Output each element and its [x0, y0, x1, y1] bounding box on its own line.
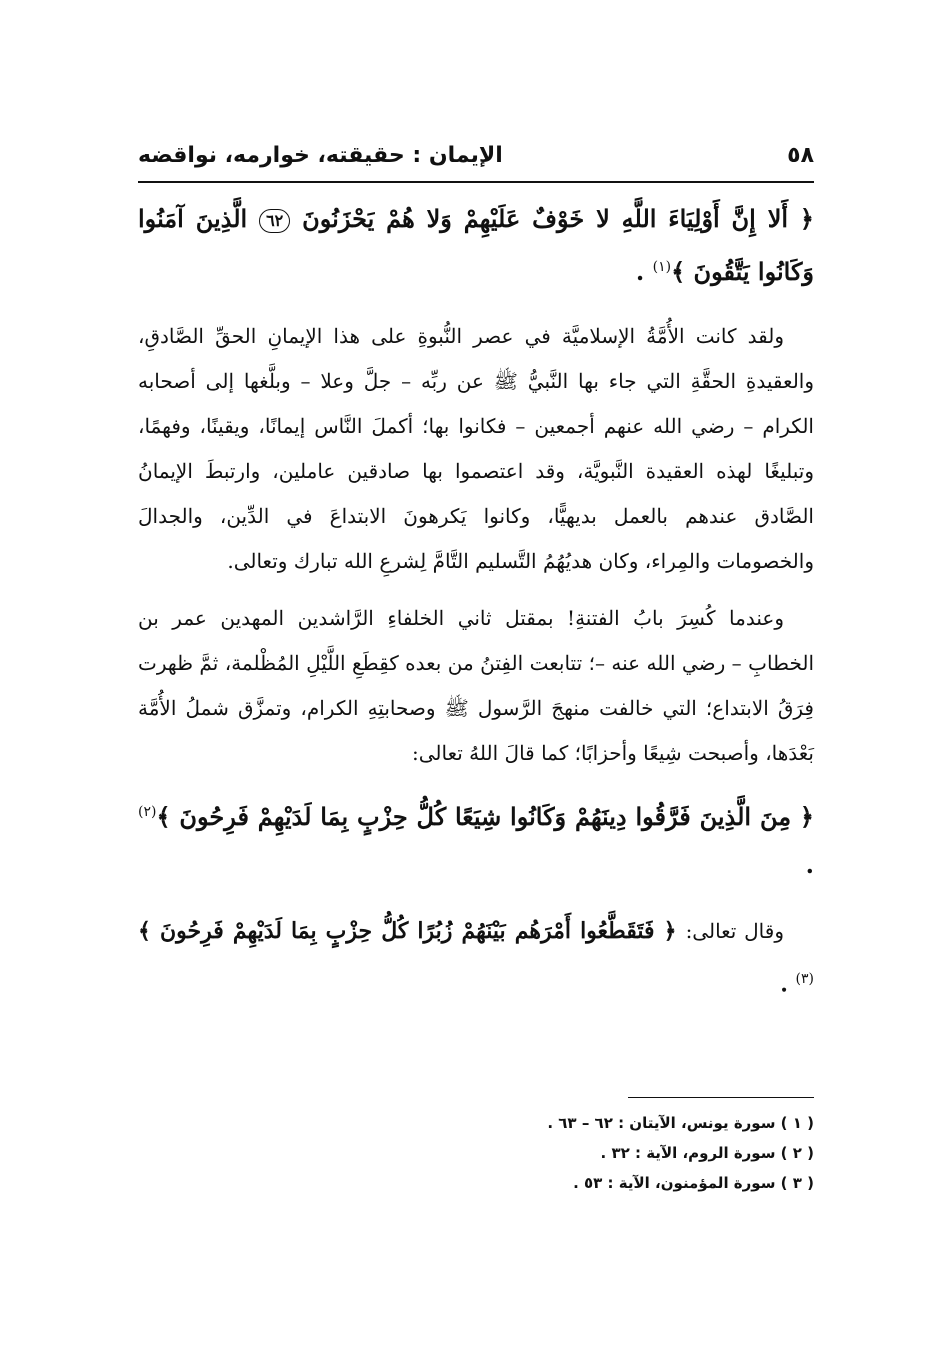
footnote-divider	[628, 1097, 814, 1098]
verse-1-text-after: الَّذِينَ آمَنُوا وَكَانُوا يَتَّقُونَ ﴾	[138, 204, 814, 286]
paragraph-1: ولقد كانت الأُمَّةُ الإسلاميَّة في عصر النُّبوةِ على هذا الإيمانِ الحقِّ الصَّادقِ، والعقيدةِ الحقَّةِ التي جاء بها النَّبيُّ ﷺ عن ربِّه – جلَّ وعلا – وبلَّغها إلى أصحابه الكرام – رضي الله عنهم أجمعين – فكانوا بها؛ أكملَ النَّاس إيمانًا، ويقينًا، وفهمًا، وتبليغًا لهذه العقيدة النَّبويَّة، وقد اعتصموا بها صادقين عاملين، وارتبطَ الإيمانُ الصَّادق عندهم بالعمل بديهيًّا، وكانوا يَكرهونَ الابتداعَ في الدِّين، والجدالَ والخصومات والمِراء، وكان هديُهُمُ التَّسليم التَّامَّ لِشرعِ الله تبارك وتعالى.	[138, 324, 815, 573]
header-divider	[138, 181, 814, 183]
verse-1-text-before: ﴿ أَلا إِنَّ أَوْلِيَاءَ اللَّهِ لا خَوْفٌ عَلَيْهِمْ وَلا هُمْ يَحْزَنُونَ	[302, 204, 814, 233]
quran-verse-1	[138, 195, 814, 296]
footnotes	[440, 1108, 814, 1198]
footnote-3: ( ٣ ) سورة المؤمنون، الآية : ٥٣ .	[573, 1174, 814, 1192]
verse-1-end: .	[635, 257, 645, 286]
paragraph-2: وعندما كُسِرَ بابُ الفتنةِ! بمقتل ثاني الخلفاءِ الرَّاشدين المهدين عمر بن الخطابِ – رضي الله عنه –؛ تتابعت الفِتنُ من بعده كقِطَعِ اللَّيْلِ المُظْلمة، ثمَّ ظهرت فِرَقُ الابتداع؛ التي خالفت منهجَ الرَّسول ﷺ وصحابتِهِ الكرام، وتمزَّق شملُ الأُمَّة بَعْدَها، وأصبحت شِيعًا وأحزابًا؛ كما قالَ اللهُ تعالى:	[138, 606, 814, 765]
footnote-2: ( ٢ ) سورة الروم، الآية : ٣٢ .	[600, 1144, 814, 1162]
quran-verse-2	[138, 788, 814, 889]
page-header	[138, 135, 814, 175]
footnote-1: ( ١ ) سورة يونس، الآيتان : ٦٢ – ٦٣ .	[547, 1114, 814, 1132]
footnote-ref-1: (١)	[652, 259, 672, 275]
footnote-ref-2: (٢)	[138, 804, 157, 820]
verse-2-end: .	[805, 850, 814, 879]
main-text	[138, 195, 814, 1020]
page-number: ٥٨	[787, 142, 814, 168]
verse-3-end: .	[780, 971, 788, 998]
running-title: الإيمان : حقيقته، خوارمه، نواقضه	[138, 142, 503, 168]
quran-verse-3	[138, 907, 814, 1008]
verse-2-text: ﴿ مِنَ الَّذِينَ فَرَّقُوا دِينَهُمْ وَكَانُوا شِيَعًا كُلُّ حِزْبٍ بِمَا لَدَيْهِمْ فَرِحُونَ ﴾	[156, 802, 814, 831]
verse-3-text: ﴿ فَتَقَطَّعُوا أَمْرَهُم بَيْنَهُمْ زُبُرًا كُلُّ حِزْبٍ بِمَا لَدَيْهِمْ فَرِحُونَ ﴾	[138, 918, 677, 944]
ayah-number-marker: ٦٢	[259, 209, 290, 233]
footnote-ref-3: (٣)	[795, 971, 814, 987]
verse-3-lead: وقال تعالى:	[685, 919, 784, 943]
